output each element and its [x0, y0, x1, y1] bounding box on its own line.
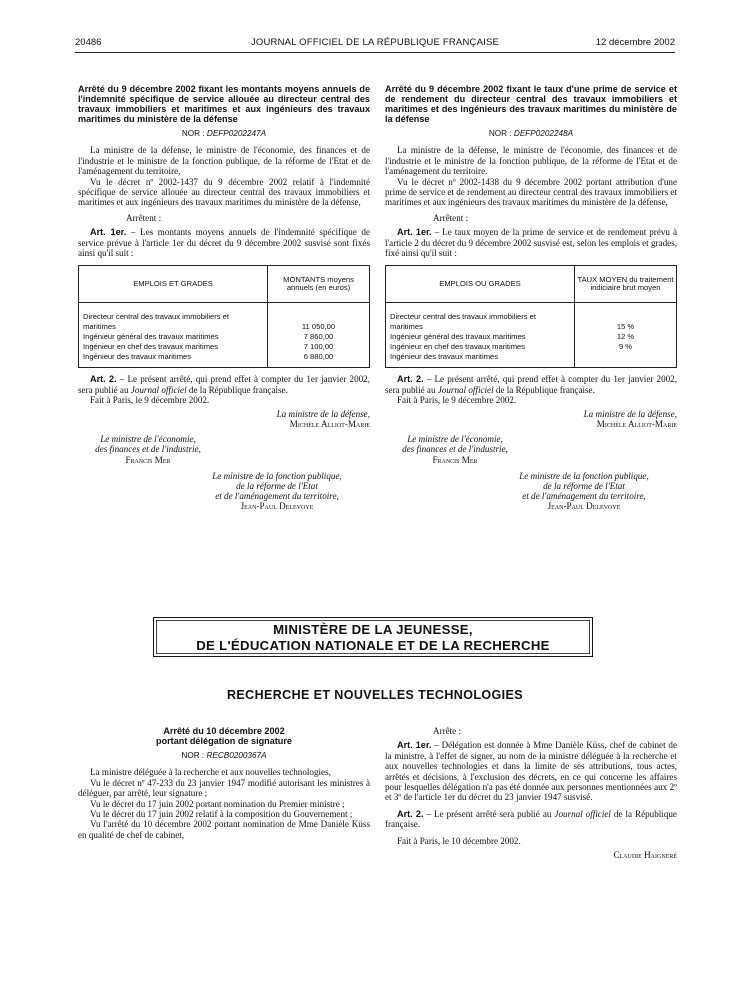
article-label: Art. 1er. — [397, 227, 432, 238]
fait-line: Fait à Paris, le 10 décembre 2002. — [397, 835, 521, 846]
signature-fonction-publique — [182, 471, 372, 512]
fait-line: Fait à Paris, le 9 décembre 2002. — [90, 395, 210, 406]
article-label: Art. 2. — [90, 374, 117, 385]
article-1 — [385, 740, 677, 802]
table-cell-label: Ingénieur des travaux maritimes — [79, 352, 268, 368]
arrete-bottom-left — [78, 726, 370, 840]
signature-role: Le ministre de la fonction publique, — [212, 470, 342, 481]
signature-role: et de l'aménagement du territoire, — [215, 491, 339, 502]
arrete-bottom-right — [385, 726, 677, 860]
table-row — [79, 312, 370, 332]
page-header — [75, 36, 675, 53]
signature-name: Francis Mer — [125, 454, 171, 465]
table-row — [79, 342, 370, 352]
signature-role: Le ministre de l'économie, — [100, 434, 196, 445]
table-cell-value: 15 % — [575, 312, 677, 332]
table-cell-value: 12 % — [575, 332, 677, 342]
signature-role: des finances et de l'industrie, — [402, 444, 508, 455]
arrete-title — [78, 726, 370, 746]
nor-line — [78, 129, 370, 139]
fait-line: Fait à Paris, le 9 décembre 2002. — [397, 395, 517, 406]
signature-defense — [78, 409, 370, 429]
arrete-title-line: Arrêté du 10 décembre 2002 — [163, 726, 285, 736]
signature-economie — [78, 434, 218, 465]
journal-name: Journal officiel — [130, 384, 187, 395]
article-label: Art. 1er. — [397, 740, 432, 751]
table-row — [79, 332, 370, 342]
table-cell-value: 6 880,00 — [268, 352, 370, 368]
article-2 — [385, 809, 677, 830]
page-number: 20486 — [75, 37, 102, 48]
signature-name: Francis Mer — [432, 454, 478, 465]
article-text: de la République française. — [495, 384, 595, 395]
signature-role: La ministre de la défense, — [583, 408, 677, 419]
table-cell-value — [575, 352, 677, 368]
article-text: – Le présent arrêté sera publié au — [426, 808, 552, 819]
arrete-title-line: portant délégation de signature — [156, 736, 292, 746]
preamble-paragraph: Vu le décret nº 2002-1438 du 9 décembre 2002 portant attribution d'une prime de service et de rendement au directeur central des travaux immobiliers et maritimes et aux ingénieurs des travaux maritimes du ministère de la défense, — [385, 176, 677, 208]
signature-role: La ministre de la défense, — [276, 408, 370, 419]
table-cell-label: Ingénieur des travaux maritimes — [386, 352, 575, 368]
table-cell-label: Directeur central des travaux immobiliers et maritimes — [79, 312, 268, 332]
arrete-title: Arrêté du 9 décembre 2002 fixant les montants moyens annuels de l'indemnité spécifique de service allouée au directeur central des travaux immobiliers et maritimes et aux ingénieurs des travaux maritimes du ministère de la défense — [78, 84, 370, 124]
table-row — [386, 332, 677, 342]
table-cell-label: Ingénieur général des travaux maritimes — [79, 332, 268, 342]
issue-date: 12 décembre 2002 — [595, 37, 675, 48]
table-header-row — [386, 266, 677, 303]
article-text: – Le taux moyen de la prime de service et de rendement prévu à l'article 2 du décret du 9 décembre 2002 susvisé est, selon les emplois et grades, fixé ainsi qu'il suit : — [385, 227, 677, 259]
nor-label: NOR : — [181, 129, 205, 138]
arrete-right — [385, 84, 677, 512]
signature-economie — [385, 434, 525, 465]
table-header: TAUX MOYEN du traitement indiciaire brut moyen — [575, 266, 677, 303]
table-cell-label: Ingénieur en chef des travaux maritimes — [386, 342, 575, 352]
ministry-heading-box — [153, 617, 593, 657]
nor-code: DEFP0202248A — [513, 129, 574, 138]
nor-code: RECB0200367A — [206, 751, 267, 760]
preamble-paragraph: La ministre déléguée à la recherche et aux nouvelles technologies, — [90, 767, 331, 778]
arretent-label: Arrêtent : — [433, 212, 469, 223]
signature-role: de la réforme de l'Etat — [236, 480, 318, 491]
article-text: de la République française. — [385, 808, 677, 830]
article-text: – Délégation est donnée à Mme Danièle Küss, chef de cabinet de la ministre, à l'effet de signer, au nom de la ministre déléguée à la recherche et aux nouvelles technologies et dans la limite de ses attributions, tous actes, arrêtés et décisions, à l'exclusion des décrets, en ce qui concerne les affaires pour lesquelles délégation n'a pas été donnée aux personnes mentionnées aux 2º et 3º de l'article 1er du décret du 23 janvier 1947 susvisé. — [385, 740, 677, 803]
article-2 — [385, 374, 677, 395]
preamble-paragraph: Vu l'arrêté du 10 décembre 2002 portant nomination de Mme Danièle Küss en qualité de chef de cabinet, — [78, 819, 370, 840]
arrete-title: Arrêté du 9 décembre 2002 fixant le taux d'une prime de service et de rendement du directeur central des travaux immobiliers et maritimes et des ingénieurs des travaux maritimes du ministère de la défense — [385, 84, 677, 124]
signature-fonction-publique — [489, 471, 679, 512]
table-row — [386, 352, 677, 368]
table-header: MONTANTS moyens annuels (en euros) — [268, 266, 370, 303]
table-header-row — [79, 266, 370, 303]
table-row — [386, 312, 677, 332]
article-text: – Les montants moyens annuels de l'indemnité spécifique de service prévue à l'article 1er du décret du 9 décembre 2002 susvisé sont fixés ainsi qu'il suit : — [78, 227, 370, 259]
nor-line — [385, 129, 677, 139]
article-text: – Le présent arrêté, qui prend effet à compter du 1er janvier 2002, sera publié au — [385, 374, 677, 395]
signature-name: Jean-Paul Delevoye — [240, 501, 314, 512]
table-cell-label: Ingénieur général des travaux maritimes — [386, 332, 575, 342]
signature-defense — [385, 409, 677, 429]
preamble-paragraph: La ministre de la défense, le ministre de l'économie, des finances et de l'industrie et le ministre de la fonction publique, de la réforme de l'Etat et de l'aménagement du territoire. — [385, 145, 677, 177]
table-cell-value: 9 % — [575, 342, 677, 352]
signature-role: Le ministre de l'économie, — [407, 434, 503, 445]
nor-code: DEFP0202247A — [206, 129, 267, 138]
ministry-line: MINISTÈRE DE LA JEUNESSE, — [273, 622, 473, 637]
arrete-label: Arrête : — [433, 726, 462, 736]
table-cell-label: Ingénieur en chef des travaux maritimes — [79, 342, 268, 352]
signature-role: Le ministre de la fonction publique, — [519, 470, 649, 481]
article-2 — [78, 374, 370, 395]
arretent-label: Arrêtent : — [126, 212, 162, 223]
table-header: EMPLOIS OU GRADES — [386, 266, 575, 303]
signature-role: de la réforme de l'Etat — [543, 480, 625, 491]
preamble-paragraph: La ministre de la défense, le ministre de l'économie, des finances et de l'industrie et le ministre de la fonction publique, de la réforme de l'Etat et de l'aménagement du territoire, — [78, 145, 370, 177]
table-header: EMPLOIS ET GRADES — [79, 266, 268, 303]
signature-name: Michèle Alliot-Marie — [596, 418, 677, 429]
amounts-table — [78, 265, 370, 368]
signature-name: Michèle Alliot-Marie — [289, 418, 370, 429]
table-row — [386, 342, 677, 352]
ministry-line: DE L'ÉDUCATION NATIONALE ET DE LA RECHERCHE — [196, 638, 550, 653]
article-1 — [78, 227, 370, 258]
rates-table — [385, 265, 677, 368]
table-row — [79, 352, 370, 368]
preamble-paragraph: Vu le décret du 17 juin 2002 relatif à la composition du Gouvernement ; — [90, 809, 353, 820]
article-label: Art. 2. — [397, 808, 424, 819]
preamble-paragraph: Vu le décret nº 2002-1437 du 9 décembre 2002 relatif à l'indemnité spécifique de service allouée au directeur central des travaux immobiliers et maritimes et aux ingénieurs des travaux maritimes du ministère de la défense, — [78, 176, 370, 208]
table-cell-value: 7 100,00 — [268, 342, 370, 352]
signature-name: Claudie Haigneré — [613, 850, 677, 861]
journal-name: Journal officiel — [554, 808, 611, 819]
table-cell-value: 11 050,00 — [268, 312, 370, 332]
article-label: Art. 2. — [397, 374, 424, 385]
preamble-paragraph: Vu le décret nº 47-233 du 23 janvier 1947 modifié autorisant les ministres à déléguer, par arrêté, leur signature ; — [78, 777, 370, 799]
article-label: Art. 1er. — [90, 227, 127, 238]
nor-label: NOR : — [181, 751, 205, 760]
preamble-paragraph: Vu le décret du 17 juin 2002 portant nomination du Premier ministre ; — [90, 798, 345, 809]
article-text: – Le présent arrêté, qui prend effet à compter du 1er janvier 2002, sera publié au — [78, 374, 370, 395]
signature-role: des finances et de l'industrie, — [95, 444, 201, 455]
table-cell-label: Directeur central des travaux immobiliers et maritimes — [386, 312, 575, 332]
article-1 — [385, 227, 677, 258]
nor-line — [78, 751, 370, 761]
arrete-left — [78, 84, 370, 512]
table-cell-value: 7 860,00 — [268, 332, 370, 342]
section-title: RECHERCHE ET NOUVELLES TECHNOLOGIES — [227, 688, 523, 702]
journal-title: JOURNAL OFFICIEL DE LA RÉPUBLIQUE FRANÇAISE — [250, 37, 500, 48]
article-text: de la République française. — [188, 384, 288, 395]
nor-label: NOR : — [488, 129, 512, 138]
journal-name: Journal officiel — [437, 384, 494, 395]
signature-name: Jean-Paul Delevoye — [547, 501, 621, 512]
signature-role: et de l'aménagement du territoire, — [522, 491, 646, 502]
